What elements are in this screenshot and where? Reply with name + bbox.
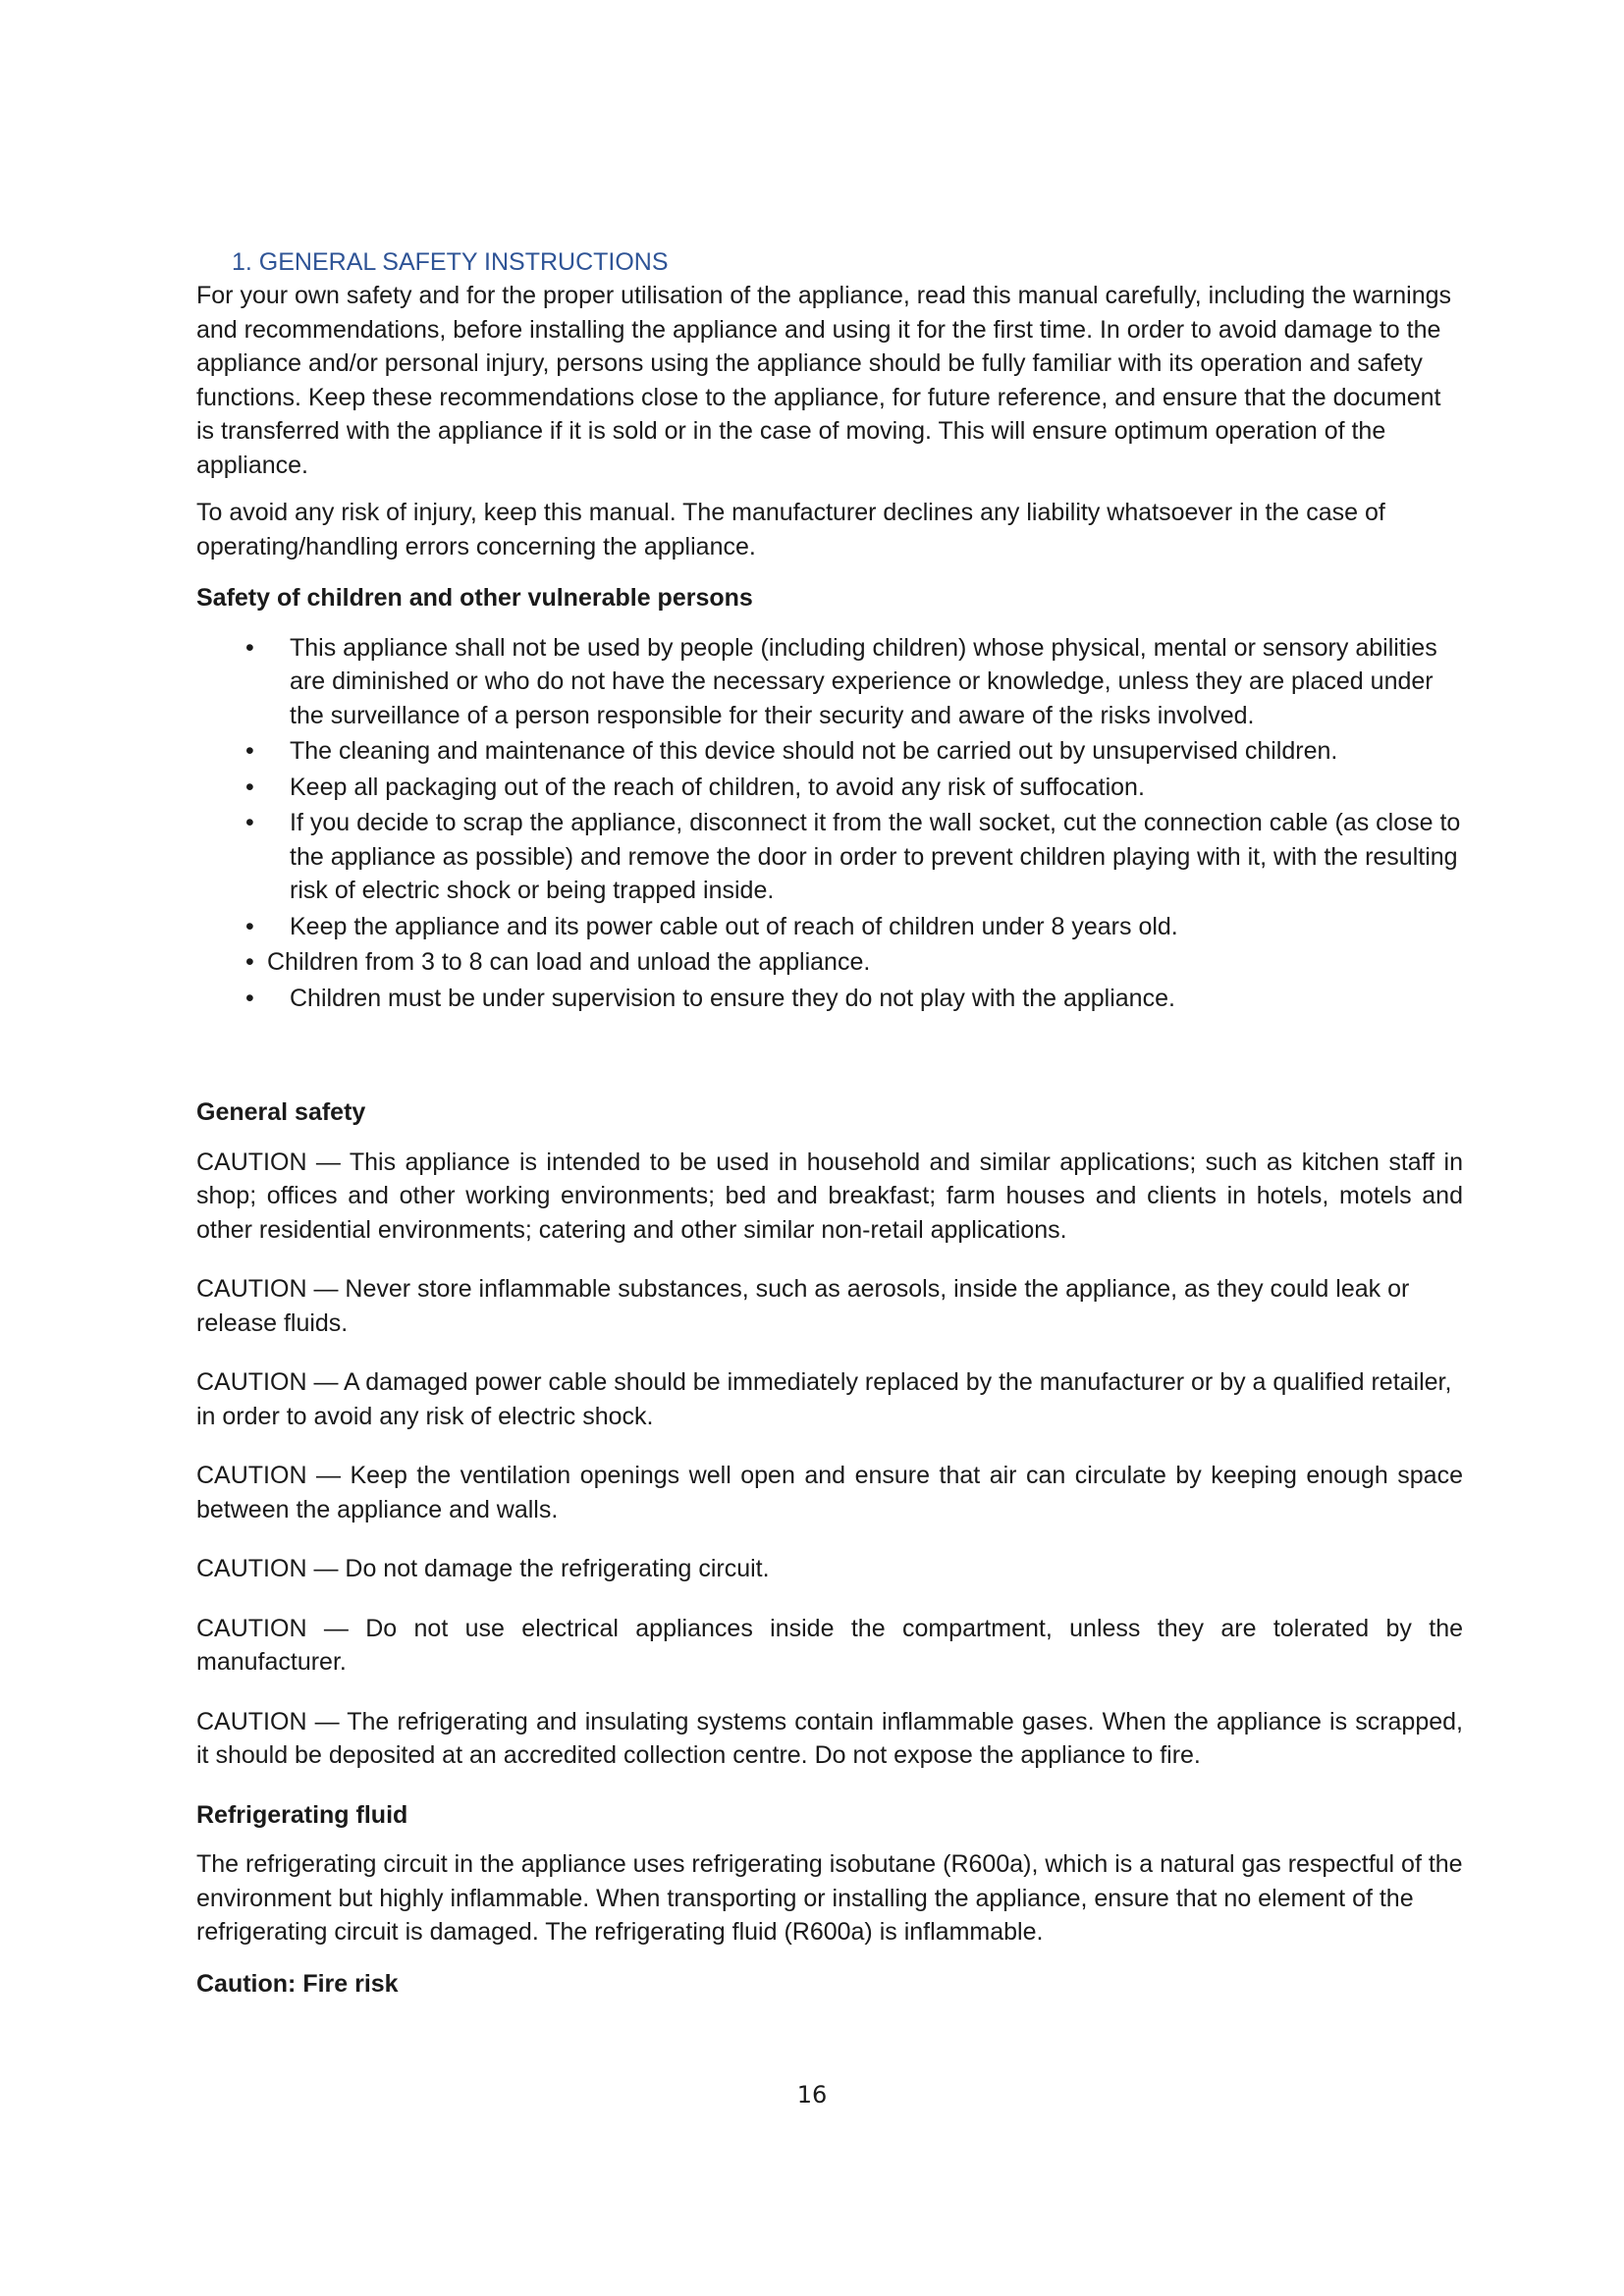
- bullet-icon: •: [245, 912, 254, 940]
- list-item: • Keep all packaging out of the reach of children, to avoid any risk of suffocation.: [196, 771, 1463, 805]
- list-item: • This appliance shall not be used by people (including children) whose physical, mental or sensory abilities are diminished or who do not have the necessary experience or knowledge, unless they are placed under the surveillance of a person responsible for their security and aware of the risks involved.: [196, 631, 1463, 733]
- bullet-icon: •: [245, 948, 254, 976]
- list-item: • Keep the appliance and its power cable out of reach of children under 8 years old.: [196, 910, 1463, 944]
- caution-paragraph: CAUTION — Keep the ventilation openings well open and ensure that air can circulate by keeping enough space between the appliance and walls.: [196, 1462, 1463, 1523]
- children-safety-heading: Safety of children and other vulnerable persons: [196, 584, 753, 612]
- page-number: 16: [796, 2081, 828, 2109]
- bullet-icon: •: [245, 809, 254, 836]
- caution-paragraph: CAUTION — A damaged power cable should be immediately replaced by the manufacturer or by a qualified retailer, in order to avoid any risk of electric shock.: [196, 1368, 1452, 1430]
- bullet-icon: •: [245, 984, 254, 1012]
- children-safety-list: [196, 631, 1463, 1016]
- refrigerating-fluid-heading: Refrigerating fluid: [196, 1800, 408, 1829]
- caution-paragraph: CAUTION — Do not damage the refrigerating circuit.: [196, 1555, 770, 1582]
- general-safety-heading: General safety: [196, 1098, 366, 1126]
- caution-paragraph: CAUTION — The refrigerating and insulating systems contain inflammable gases. When the appliance is scrapped, it should be deposited at an accredited collection centre. Do not expose the appliance to fire.: [196, 1707, 1463, 1769]
- section-title: 1. GENERAL SAFETY INSTRUCTIONS: [232, 248, 669, 276]
- caution-paragraph: CAUTION — Do not use electrical appliances inside the compartment, unless they are tolerated by the manufacturer.: [196, 1614, 1463, 1676]
- intro-paragraph: For your own safety and for the proper utilisation of the appliance, read this manual carefully, including the warnings and recommendations, before installing the appliance and using it for the first time. In order to avoid damage to the appliance and/or personal injury, persons using the appliance should be fully familiar with its operation and safety functions. Keep these recommendations close to the appliance, for future reference, and ensure that the document is transferred with the appliance if it is sold or in the case of moving. This will ensure optimum operation of the appliance.: [196, 282, 1452, 479]
- caution-paragraph: CAUTION — Never store inflammable substances, such as aerosols, inside the appliance, as they could leak or release fluids.: [196, 1275, 1410, 1337]
- document-page: [196, 245, 1463, 2016]
- liability-paragraph: To avoid any risk of injury, keep this manual. The manufacturer declines any liability whatsoever in the case of operating/handling errors concerning the appliance.: [196, 499, 1385, 561]
- list-item: • The cleaning and maintenance of this device should not be carried out by unsupervised children.: [196, 734, 1463, 769]
- section-spacer: [196, 1017, 1463, 1078]
- fire-risk-heading: Caution: Fire risk: [196, 1969, 399, 1998]
- bullet-icon: •: [245, 773, 254, 801]
- bullet-icon: •: [245, 737, 254, 765]
- list-item: • Children must be under supervision to ensure they do not play with the appliance.: [196, 982, 1463, 1016]
- caution-paragraph: CAUTION — This appliance is intended to be used in household and similar applications; such as kitchen staff in shop; offices and other working environments; bed and breakfast; farm houses and clients in hotels, motels and other residential environments; catering and other similar non-retail applications.: [196, 1148, 1463, 1244]
- bullet-icon: •: [245, 633, 254, 662]
- list-item: • If you decide to scrap the appliance, disconnect it from the wall socket, cut the connection cable (as close to the appliance as possible) and remove the door in order to prevent children playing with it, with the resulting risk of electric shock or being trapped inside.: [196, 806, 1463, 908]
- list-item: • Children from 3 to 8 can load and unload the appliance.: [196, 945, 1463, 980]
- refrigerating-fluid-paragraph: The refrigerating circuit in the appliance uses refrigerating isobutane (R600a), which is a natural gas respectful of the environment but highly inflammable. When transporting or installing the appliance, ensure that no element of the refrigerating circuit is damaged. The refrigerating fluid (R600a) is inflammable.: [196, 1850, 1463, 1946]
